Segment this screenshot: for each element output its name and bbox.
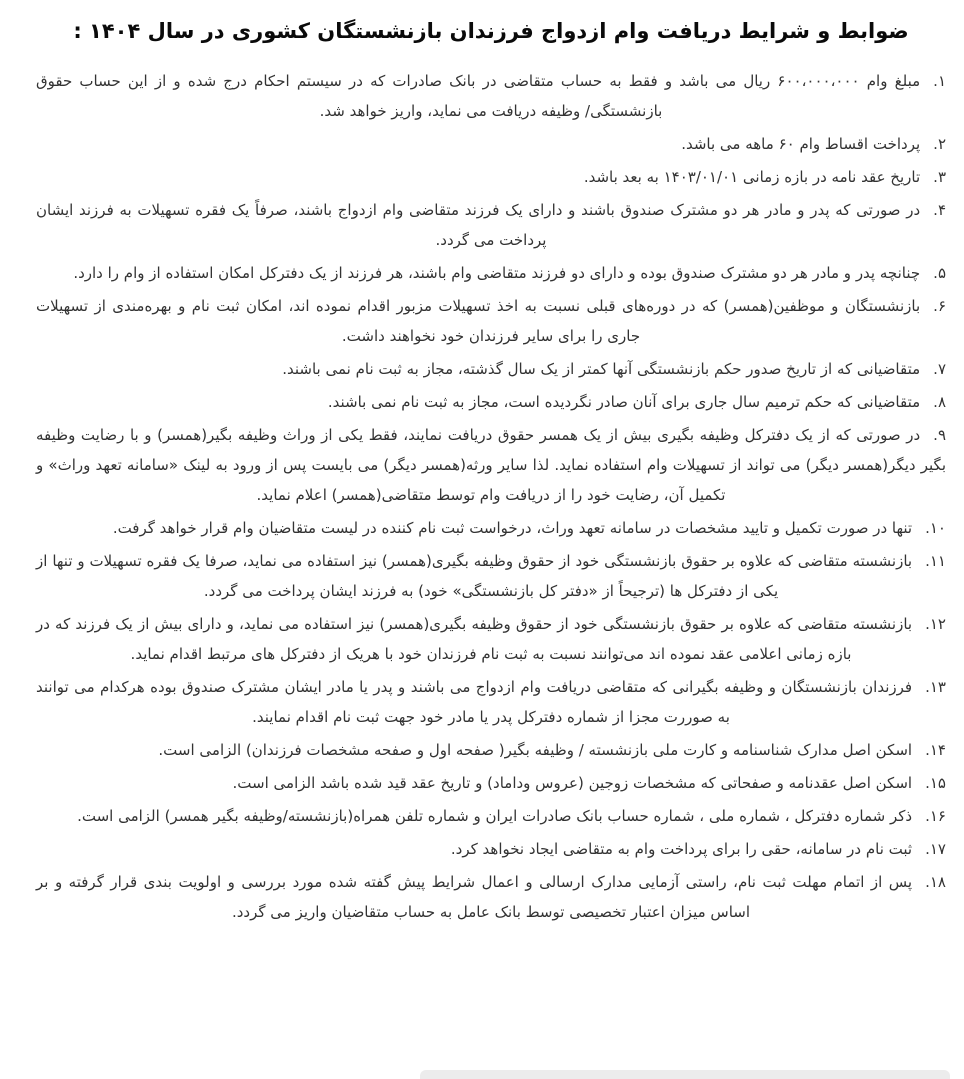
rule-item — [36, 387, 946, 417]
rule-number: ۱۳. — [925, 677, 946, 696]
rules-list — [36, 66, 946, 927]
rule-text: چنانچه پدر و مادر هر دو مشترک صندوق بوده و دارای دو فرزند متقاضی وام باشند، هر فرزند از یک دفترکل امکان استفاده از وام را دارد. — [73, 263, 921, 282]
rule-number: ۱۷. — [925, 839, 946, 858]
rule-item — [36, 513, 946, 543]
rule-item — [36, 129, 946, 159]
rule-item — [36, 258, 946, 288]
rule-number: ۱۸. — [925, 872, 946, 891]
rule-text: پرداخت اقساط وام ۶۰ ماهه می باشد. — [681, 134, 921, 153]
rule-item — [36, 867, 946, 927]
rule-text: در صورتی که از یک دفترکل وظیفه بگیری بیش از یک همسر حقوق دریافت نمایند، فقط یکی از وراث وظیفه بگیر(همسر) و با رضایت وظیفه بگیر دیگر(همسر دیگر) می تواند از تسهیلات وام استفاده نماید. لذا سایر ورثه(همسر دیگر) می بایست پس از ورود به لینک «سامانه تعهد وراث» و تکمیل آن، رضایت خود را از دریافت وام توسط متقاضی(همسر) اعلام نماید. — [36, 425, 946, 504]
rule-text: ثبت نام در سامانه، حقی را برای پرداخت وام به متقاضی ایجاد نخواهد کرد. — [450, 839, 913, 858]
rule-text: تنها در صورت تکمیل و تایید مشخصات در سامانه تعهد وراث، درخواست ثبت نام کننده در لیست متقاضیان وام قرار خواهد گرفت. — [112, 518, 913, 537]
rule-item — [36, 834, 946, 864]
rule-text: ذکر شماره دفترکل ، شماره ملی ، شماره حساب بانک صادرات ایران و شماره تلفن همراه(بازنشسته/وظیفه بگیر همسر) الزامی است. — [77, 806, 913, 825]
rule-text: تاریخ عقد نامه در بازه زمانی ۱۴۰۳/۰۱/۰۱ به بعد باشد. — [583, 167, 921, 186]
rule-item — [36, 546, 946, 606]
rule-item — [36, 801, 946, 831]
rule-text: متقاضیانی که حکم ترمیم سال جاری برای آنان صادر نگردیده است، مجاز به ثبت نام نمی باشند. — [327, 392, 921, 411]
rule-number: ۱۴. — [925, 740, 946, 759]
rule-item — [36, 420, 946, 510]
rule-text: اسکن اصل عقدنامه و صفحاتی که مشخصات زوجین (عروس وداماد) و تاریخ عقد قید شده باشد الزامی است. — [232, 773, 913, 792]
rule-text: پس از اتمام مهلت ثبت نام، راستی آزمایی مدارک ارسالی و اعمال شرایط پیش گفته شده مورد بررسی و اولویت بندی قرار گرفته و بر اساس میزان اعتبار تخصیصی توسط بانک عامل به حساب متقاضیان واریز می گردد. — [36, 872, 913, 921]
rule-text: در صورتی که پدر و مادر هر دو مشترک صندوق باشند و دارای یک فرزند متقاضی وام ازدواج باشند، صرفاً یک فقره تسهیلات به فرزند ایشان پرداخت می گردد. — [36, 200, 921, 249]
rule-item — [36, 354, 946, 384]
rule-number: ۱۵. — [925, 773, 946, 792]
rule-text: اسکن اصل مدارک شناسنامه و کارت ملی بازنشسته / وظیفه بگیر( صفحه اول و صفحه مشخصات فرزندان) الزامی است. — [158, 740, 913, 759]
rule-text: بازنشستگان و موظفین(همسر) که در دوره‌های قبلی نسبت به اخذ تسهیلات مزبور اقدام نموده اند، امکان ثبت نام و بهره‌مندی از تسهیلات جاری را برای سایر فرزندان خود نخواهند داشت. — [36, 296, 921, 345]
rule-number: ۷. — [933, 359, 946, 378]
rule-number: ۱۰. — [925, 518, 946, 537]
rule-item — [36, 768, 946, 798]
rule-item — [36, 609, 946, 669]
rule-item — [36, 735, 946, 765]
rule-number: ۱۱. — [925, 551, 946, 570]
rule-item — [36, 162, 946, 192]
bottom-highlight-bar — [420, 1070, 950, 1079]
document-title: ضوابط و شرایط دریافت وام ازدواج فرزندان بازنشستگان کشوری در سال ۱۴۰۴ : — [73, 19, 909, 43]
rule-item — [36, 672, 946, 732]
rule-text: مبلغ وام ۶۰۰،۰۰۰،۰۰۰ ریال می باشد و فقط به حساب متقاضی در بانک صادرات که در سیستم احکام درج شده و از این حساب حقوق بازنشستگی/ وظیفه دریافت می نماید، واریز خواهد شد. — [36, 71, 921, 120]
rule-number: ۱. — [933, 71, 946, 90]
rule-number: ۹. — [933, 425, 946, 444]
rule-number: ۲. — [933, 134, 946, 153]
rule-item — [36, 66, 946, 126]
rule-number: ۵. — [933, 263, 946, 282]
rule-number: ۱۶. — [925, 806, 946, 825]
rule-number: ۱۲. — [925, 614, 946, 633]
rule-number: ۴. — [933, 200, 946, 219]
rule-item — [36, 291, 946, 351]
rule-number: ۶. — [933, 296, 946, 315]
rule-text: بازنشسته متقاضی که علاوه بر حقوق بازنشستگی خود از حقوق وظیفه بگیری(همسر) نیز استفاده می نماید، و دارای بیش از یک فرزند که در بازه زمانی اعلامی عقد نموده اند می‌توانند نسبت به ثبت نام فرزندان خود با هریک از دفترکل های مرتبط اقدام نماید. — [36, 614, 913, 663]
rule-item — [36, 195, 946, 255]
rule-text: متقاضیانی که از تاریخ صدور حکم بازنشستگی آنها کمتر از یک سال گذشته، مجاز به ثبت نام نمی باشند. — [282, 359, 921, 378]
rule-number: ۸. — [933, 392, 946, 411]
rule-number: ۳. — [933, 167, 946, 186]
rule-text: بازنشسته متقاضی که علاوه بر حقوق بازنشستگی خود از حقوق وظیفه بگیری(همسر) نیز استفاده می نماید، صرفا یک فقره تسهیلات و تنها از یکی از دفترکل ها (ترجیحاً از «دفتر کل بازنشستگی» خود) به فرزند ایشان پرداخت می گردد. — [36, 551, 913, 600]
rule-text: فرزندان بازنشستگان و وظیفه بگیرانی که متقاضی دریافت وام ازدواج می باشند و پدر یا مادر ایشان مشترک صندوق بوده هرکدام می توانند به صوررت مجزا از شماره دفترکل پدر یا مادر خود جهت ثبت نام اقدام نمایند. — [36, 677, 913, 726]
